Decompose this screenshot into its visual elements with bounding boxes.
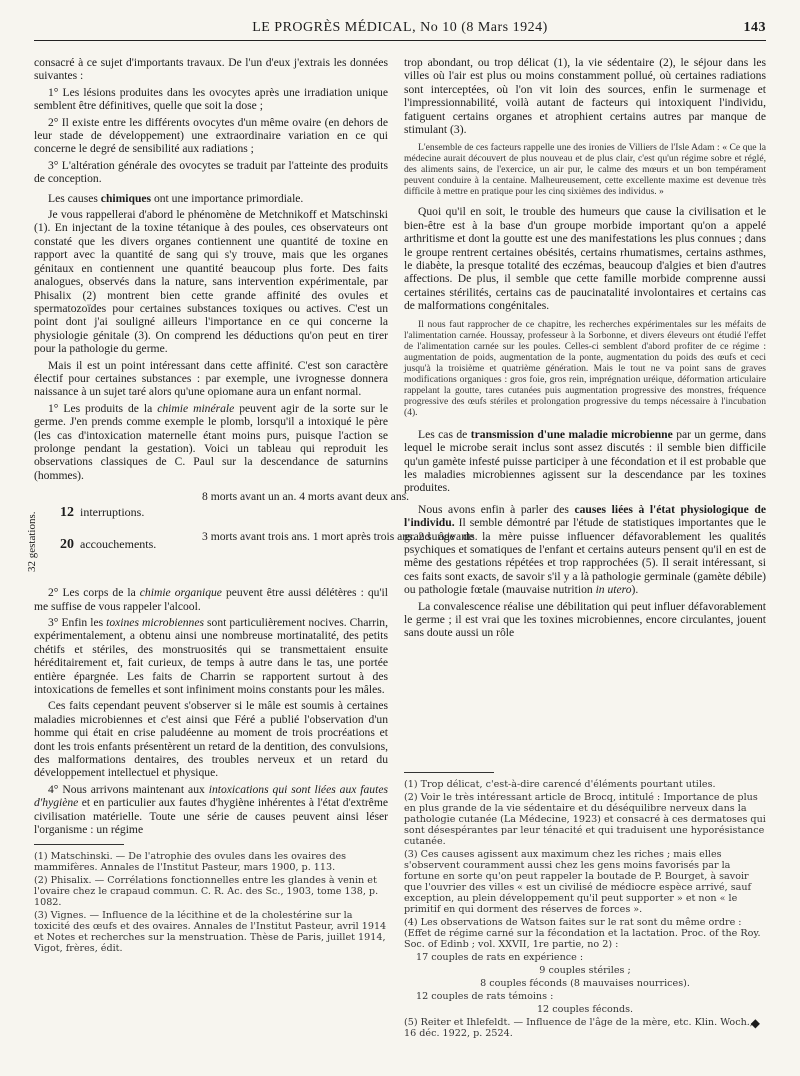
page-number: 143 — [743, 20, 766, 35]
paragraph: La convalescence réalise une débilitation qui peut influer défavorablement le germe ; il est vrai que les toxines microbiennes, encore circulantes, jouent sans doute aussi un rôle — [404, 599, 766, 640]
paragraph: Je vous rappellerai d'abord le phénomène de Metchnikoff et Matschinski (1). En injectant de la toxine tétanique à des poules, ces observateurs ont constaté que les divers organes contiennent une quantité de toxine en rapport avec la quantité de sang qui s'y trouve, mais que les organes génitaux en contiennent une quantité beaucoup plus forte. Des faits analogues, observés dans la nature, sans intervention expérimentale, par Phisalix (2) montrent bien cette grande affinité des ovules et spermatozoïdes pour certaines substances toxiques ou actives. C'est un point dont j'ai souligné ailleurs l'importance en ce qui concerne la physiologie génitale (3). On comprend les déductions qu'on peut en tirer pour la pathologie du germe. — [34, 208, 388, 356]
end-ornament-icon: ◆ — [750, 1016, 760, 1030]
left-footnotes — [34, 838, 388, 956]
saturnism-table — [26, 488, 478, 576]
footnote: (3) Ces causes agissent aux maximum chez les riches ; mais elles s'observent couramment aussi chez les gens moins favorisés par la fortune en sorte qu'on peut rappeler la boutade de P. Bourget, à savoir que l'ouvrier des villes « est un civilisé de médiocre espèce arrivé, sauf exception, au plein développement qu'il peut supporter » et non « le primitif en qui dorment des réserves de forces ». — [404, 849, 752, 915]
running-header — [34, 18, 766, 41]
left-column — [26, 56, 478, 840]
journal-title: LE PROGRÈS MÉDICAL, No 10 (8 Mars 1924) — [252, 20, 548, 35]
paragraph: Nous avons enfin à parler des causes liées à l'état physiologique de l'individu. Il semble démontré par l'étude de statistiques importantes que le grand âge de la mère puisse influencer défavorablement les qualités psychiques et somatiques de l'enfant et certains auteurs pensent qu'il en est de même des gestations répétées et trop rapprochées (5). Il serait intéressant, si ces faits sont exacts, de savoir s'il y a là pathologie germinale (gamète débile) ou pathologie fœtale (mauvaise nutrition in utero). — [404, 502, 766, 597]
footnote: (3) Vignes. — Influence de la lécithine et de la cholestérine sur la toxicité des œufs et des ovaires. Annales de l'Institut Pasteur, avril 1914 et Notes et recherches sur la menstruation. Thèse de Paris, juillet 1914, Vigot, frères, édit. — [34, 910, 387, 954]
footnote-rule — [34, 844, 124, 845]
paragraph: Les cas de transmission d'une maladie microbienne par un germe, dans lequel le microbe serait inclus sont assez discutés : il semble bien difficile qu'un gamète infesté puisse participer à une fécondation et il est probable que les maladies microbiennes agissent sur la descendance par les toxines produites. — [404, 427, 766, 495]
keyword: chimiques — [100, 191, 152, 205]
paragraph: Ces faits cependant peuvent s'observer si le mâle est soumis à certaines maladies microbiennes et c'est ainsi que Féré a publié l'observation d'un homme qui était en crise paludéenne au moment de trois procréations et dont les trois enfants présentèrent un retard de la dentition, des convulsions, des malformations dentaires, des troubles nerveux et un retard du développement intellectuel et physique. — [34, 699, 388, 780]
footnote-line: 9 couples stériles ; — [539, 965, 631, 976]
table-row: 12 interruptions. — [60, 505, 145, 521]
table-result: 8 morts avant un an. 4 morts avant deux ans. — [202, 490, 410, 504]
footnote-rule — [404, 772, 494, 773]
paragraph: 2° Il existe entre les différents ovocytes d'un même ovaire (en dehors de leur stade de développement) une extraordinaire variation en ce qui concerne le degré de sensibilité aux radiations ; — [34, 115, 388, 156]
paragraph: Mais il est un point intéressant dans cette affinité. C'est son caractère électif pour certaines substances : par exemple, une ivrognesse donnera naissance à un sujet taré alors qu'une opiomane aura un enfant normal. — [34, 358, 388, 399]
paragraph: consacré à ce sujet d'importants travaux. De l'un d'eux j'extrais les données suivantes : — [34, 56, 388, 83]
footnote-line: 8 couples féconds (8 mauvaises nourrices). — [480, 978, 690, 989]
footnote-line: 12 couples de rats témoins : — [416, 991, 554, 1002]
paragraph: 1° Les lésions produites dans les ovocytes après une irradiation unique semblent être définitives, quelle que soit la dose ; — [34, 85, 388, 113]
footnote: (1) Matschinski. — De l'atrophie des ovules dans les ovaires des mammifères. Annales de l'Institut Pasteur, mars 1900, p. 113. — [34, 851, 347, 873]
footnote-line: 12 couples féconds. — [536, 1004, 634, 1015]
paragraph: trop abondant, ou trop délicat (1), la vie sédentaire (2), le séjour dans les villes où l'air est plus ou moins constamment pollué, où certaines radiations sont interceptées, où l'on vit loin des sources, enfin le surmenage et l'impressionnabilité, voilà autant de facteurs qui intoxiquent l'individu, fatiguent certains organes et atrophient certains autres par manque de stimulant (3). — [404, 56, 766, 137]
right-column — [404, 56, 766, 643]
footnote: (1) Trop délicat, c'est-à-dire carencé d'éléments pourtant utiles. — [404, 779, 716, 790]
paragraph: 1° Les produits de la chimie minérale peuvent agir de la sorte sur le germe. J'en prends comme exemple le plomb, lorsqu'il a intoxiqué le père (les cas d'intoxication maternelle étant moins purs, puisque l'action se prolonge pendant la gestation). Voici un tableau qui reproduit les observations classiques de C. Paul sur la descendance de saturnins (hommes). — [34, 401, 388, 482]
paragraph: 3° Enfin les toxines microbiennes sont particulièrement nocives. Charrin, expérimentalement, a obtenu ainsi une nombreuse mortinatalité, des petits chétifs et stériles, des monstruosités qui se transmettaient ensuite héréditairement et, fait curieux, de temps à autre dans le tas, une portée entière épargnée. Les faits de Charrin se rapportent surtout à des intoxications de femelles et sont infiniment moins constants pour les mâles. — [34, 616, 388, 697]
table-side-label: 32 gestations. — [26, 511, 38, 573]
right-footnotes — [404, 766, 766, 1041]
footnote: (2) Voir le très intéressant article de Brocq, intitulé : Importance de plus en plus grande de la vie sédentaire et du déséquilibre nerveux dans la pathologie cutanée (La Médecine, 1923) et consacré à ces dermatoses qui sont désespérantes par leur ténacité et qui traduisent une hyporésistance cutanée. — [404, 792, 766, 847]
table-row: 20 accouchements. — [60, 537, 157, 553]
paragraph: Les causes chimiques ont une importance primordiale. — [48, 191, 304, 205]
footnote: (4) Les observations de Watson faites sur le rat sont du même ordre : (Effet de régime carné sur la fécondation et la lactation. Proc. of the Roy. Soc. of Edinb ; vol. XXVII, 1re partie, no 2) : — [404, 917, 761, 950]
paragraph: 3° L'altération générale des ovocytes se traduit par l'atteinte des produits de conception. — [34, 158, 388, 186]
paragraph: 2° Les corps de la chimie organique peuvent être aussi délétères : qu'il me suffise de vous rappeler l'alcool. — [34, 586, 388, 613]
footnote-line: 17 couples de rats en expérience : — [416, 952, 584, 963]
note: Il nous faut rapprocher de ce chapitre, les recherches expérimentales sur les méfaits de l'alimentation carnée. Houssay, professeur à la Sorbonne, et divers éleveurs ont étudié l'effet de l'alimentation carnée sur les poules. Celles-ci semblent d'abord profiter de ce régime : augmentation de poids, augmentation de la ponte, augmentation du poids des œufs et ceci jusqu'à la troisième et quatrième génération. Mais le tout ne va point sans de graves modifications organiques : gros foie, gros rein, imprégnation uréique, déformation articulaire rappelant la goutte, tares cutanées puis augmentation progressive des monstres, fréquence progressive des œufs stériles et prolongation progressive du temps nécessaire à l'incubation (4). — [404, 318, 766, 418]
footnote: (5) Reiter et Ihlefeldt. — Influence de l'âge de la mère, etc. Klin. Woch., 16 déc. 1922, p. 2524. — [404, 1017, 753, 1039]
paragraph: 4° Nous arrivons maintenant aux intoxications qui sont liées aux fautes d'hygiène et en particulier aux fautes d'hygiène inhérentes à l'état d'extrême civilisation matérielle. Toute une série de causes peuvent ainsi léser l'organisme : un régime — [34, 782, 388, 837]
paragraph: Quoi qu'il en soit, le trouble des humeurs que cause la civilisation et le bien-être est à la base d'un groupe morbide important qu'on a appelé arthritisme et dont la goutte est une des manifestations les plus connues ; dans le groupe rentrent certaines obésités, certains rhumatismes, certains asthmes, le diabète, la presque totalité des eczémas, beaucoup d'algies et bien d'autres affections. De plus, il semble que cette famille morbide comprenne aussi certaines stérilités, certains cas de paucinatalité involontaires et certains cas de malformations congénitales. — [404, 205, 766, 313]
quote-note: L'ensemble de ces facteurs rappelle une des ironies de Villiers de l'Isle Adam : « Ce que la médecine aurait découvert de plus nouveau et de plus clair, c'est qu'un régime sobre et réglé, des aliments sains, de l'exercice, un air pur, le calme des mœurs et un bon tempérament peuvent conduire à la centaine. Malheureusement, cette excellente maxime est devenue très difficile à mettre en pratique pour les cinq sixièmes des individus. » — [404, 142, 766, 198]
table-result: 3 morts avant trois ans. 1 mort après trois ans. 2 survivants. — [202, 530, 478, 544]
footnote: (2) Phisalix. — Corrélations fonctionnelles entre les glandes à venin et l'ovaire chez le crapaud commun. C. R. Ac. des Sc., 1903, tome 138, p. 1082. — [34, 875, 379, 908]
